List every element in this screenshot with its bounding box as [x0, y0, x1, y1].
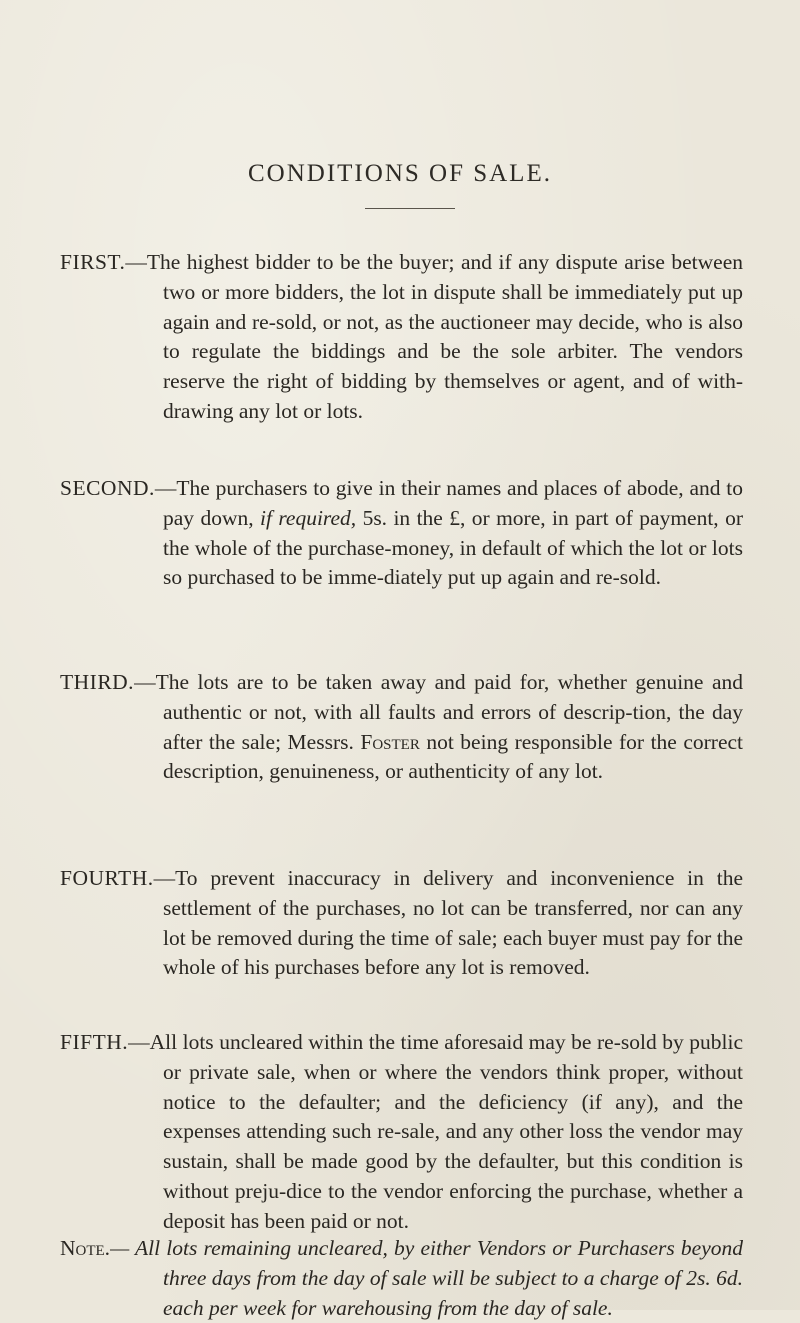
note-heading: Note.	[60, 1236, 111, 1260]
clause-second-paragraph	[0, 474, 800, 593]
clause-third-text-before: —The lots are to be taken away and paid for, whether genuine and authentic or not, with all faults and errors of descrip-tion, the day after the sale; Messrs.	[134, 670, 743, 754]
clause-first-heading: FIRST.	[60, 250, 126, 274]
clause-second-emphasis: if required,	[260, 505, 357, 530]
clause-fourth-heading: FOURTH.	[60, 866, 154, 890]
clause-third	[0, 668, 800, 787]
clause-first-text: —The highest bidder to be the buyer; and if any dispute arise between two or more bidders, the lot in dispute shall be immediately put up again and re-sold, or not, as the auctioneer may decide, who is also to regulate the biddings and be the sole arbiter. The vendors reserve the right of bidding by themselves or agent, and of with-drawing any lot or lots.	[125, 250, 743, 423]
clause-third-paragraph	[0, 668, 800, 787]
clause-fifth	[0, 1028, 800, 1237]
clause-fifth-heading: FIFTH.	[60, 1030, 129, 1054]
clause-first-paragraph	[0, 248, 800, 427]
clause-second-heading: SECOND.	[60, 476, 155, 500]
clause-fifth-paragraph	[0, 1028, 800, 1237]
note-text: — All lots remaining uncleared, by either Vendors or Purchasers beyond three days from the day of sale will be subject to a charge of 2s. 6d. each per week for warehousing from the day of sale.	[110, 1236, 743, 1320]
clause-fourth	[0, 864, 800, 983]
clause-third-name: Foster	[360, 729, 420, 754]
clause-fourth-paragraph	[0, 864, 800, 983]
clause-second	[0, 474, 800, 593]
clause-third-heading: THIRD.	[60, 670, 135, 694]
page-title: CONDITIONS OF SALE.	[248, 160, 552, 187]
clause-third-text-after: not being responsible for the correct description, genuineness, or authenticity of any lot.	[163, 729, 744, 784]
clause-second-text-after: 5s. in the £, or more, in part of payment, or the whole of the purchase-money, in default of which the lot or lots so purchased to be imme-diately put up again and re-sold.	[163, 505, 743, 590]
clause-first	[0, 248, 800, 427]
title-divider	[365, 208, 455, 209]
clause-fifth-text: —All lots uncleared within the time aforesaid may be re-sold by public or private sale, when or where the vendors think proper, without notice to the defaulter; and the deficiency (if any), and the expenses attending such re-sale, and any other loss the vendor may sustain, shall be made good by the defaulter, but this condition is without preju-dice to the vendor enforcing the purchase, whether a deposit has been paid or not.	[128, 1030, 743, 1233]
clause-fourth-text: —To prevent inaccuracy in delivery and inconvenience in the settlement of the purchases, no lot can be transferred, nor can any lot be removed during the time of sale; each buyer must pay for the whole of his purchases before any lot is removed.	[153, 866, 743, 980]
clause-second-text-before: —The purchasers to give in their names and places of abode, and to pay down,	[154, 476, 743, 530]
